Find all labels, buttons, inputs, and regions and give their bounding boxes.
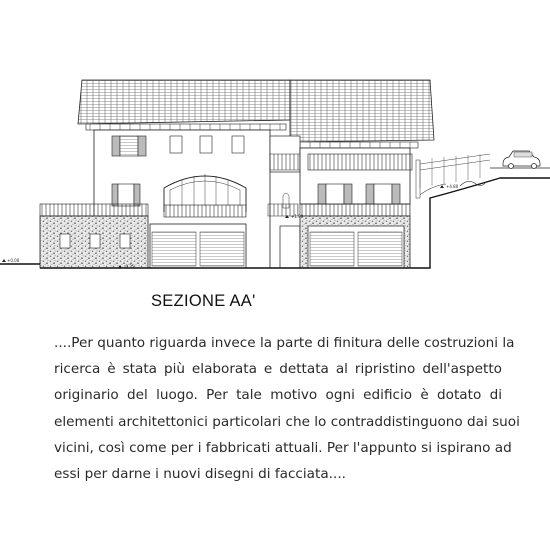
paragraph-line: ....Per quanto riguarda invece la parte di finitura delle costruzioni la: [54, 335, 515, 351]
paragraph-line: originario del luogo. Per tale motivo ogni edificio è dotato di: [54, 387, 502, 404]
balcony-rail: [164, 205, 246, 217]
paragraph-line: essi per darne i nuovi disegni di facciata....: [54, 466, 346, 483]
garage-right: [308, 226, 404, 268]
right-roof: [290, 80, 434, 148]
paragraph-line: elementi architettonici particolari che lo contraddistinguono dai suoi: [54, 413, 520, 430]
paragraph-line: vicini, così come per i fabbricati attuali. Per l'appunto si ispirano ad: [54, 439, 512, 456]
paragraph-line: ricerca è stata più elaborata e dettata al ripristino dell'aspetto: [54, 361, 502, 378]
garage-left: [150, 224, 246, 268]
central-connector: [268, 136, 300, 268]
level-ground: -0.35: [124, 264, 135, 269]
section-title: SEZIONE AA': [151, 292, 256, 310]
level-left: +0.00: [7, 258, 20, 263]
car-icon: [503, 151, 540, 169]
left-plinth: [40, 204, 148, 268]
description-paragraph: [54, 330, 520, 487]
side-window: [112, 184, 140, 206]
right-building: [300, 148, 412, 268]
terrain-right: [410, 154, 550, 268]
level-road: +4.80: [446, 184, 459, 189]
left-roof: [78, 80, 290, 130]
level-stair: +1.90: [291, 214, 304, 219]
